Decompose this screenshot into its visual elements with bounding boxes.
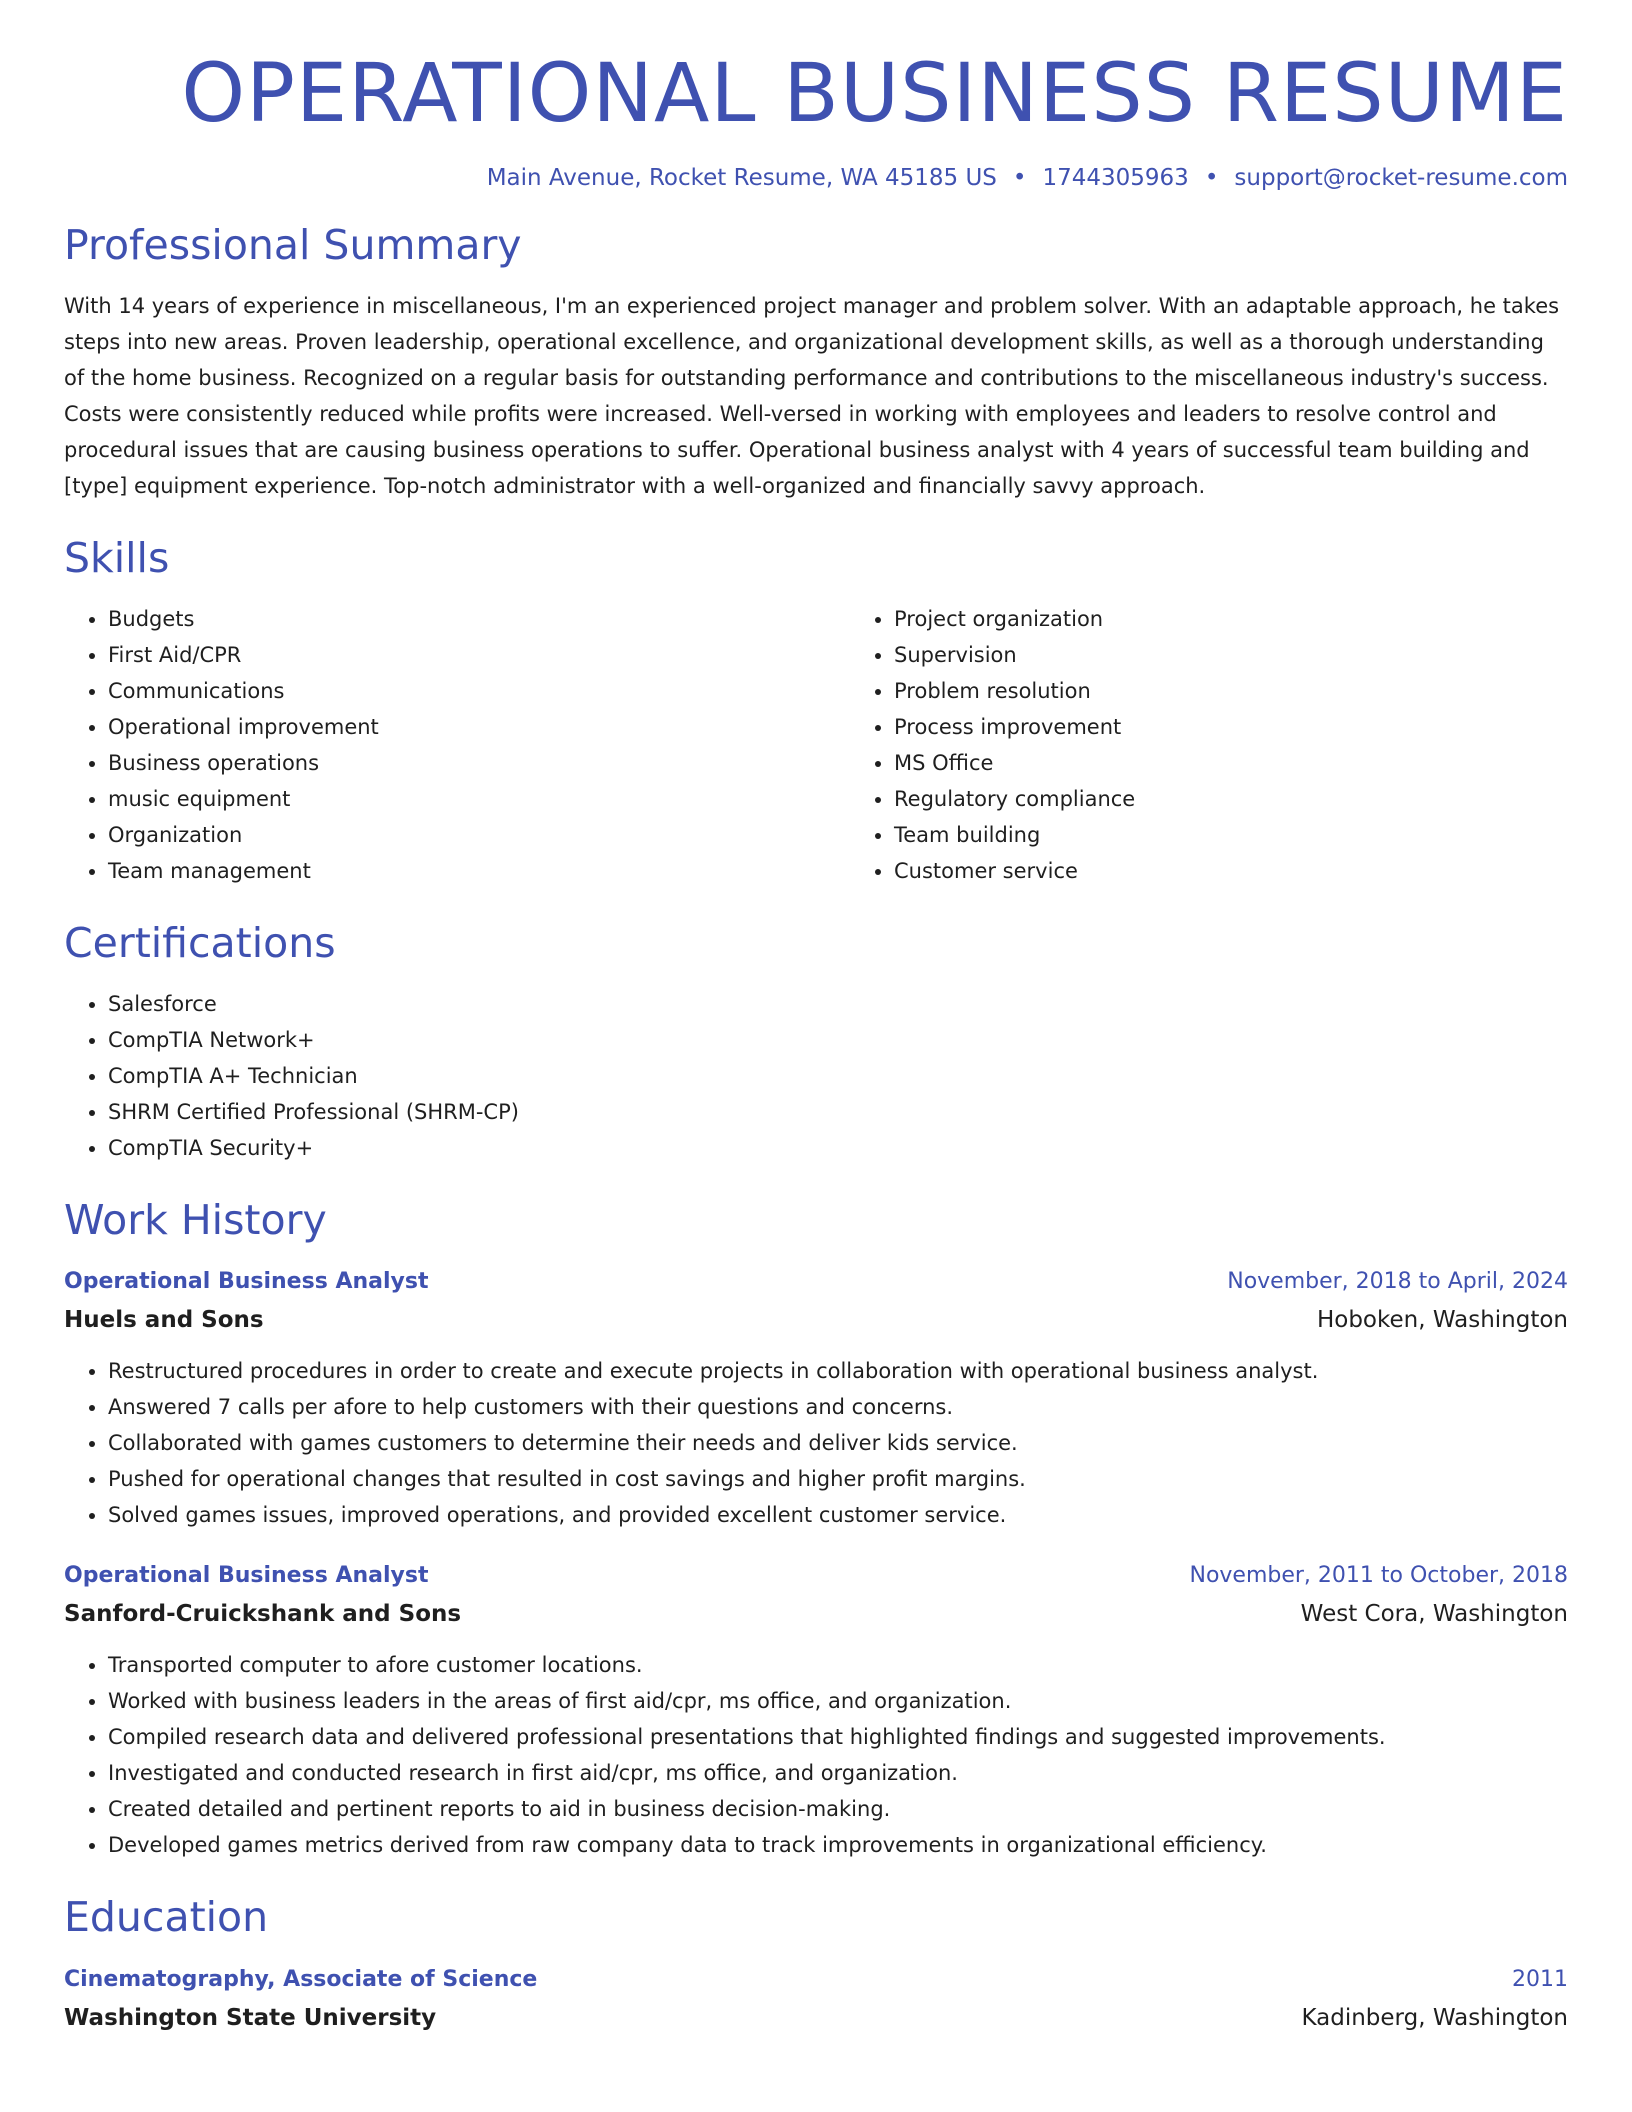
skill-item: • First Aid/CPR [108, 637, 850, 673]
skill-item: • Process improvement [894, 709, 1568, 745]
education-section [64, 1895, 1568, 2036]
job-bullets [64, 1647, 1568, 1863]
contact-separator: • [1204, 165, 1219, 192]
skill-item: • Operational improvement [108, 709, 850, 745]
contact-separator: • [1012, 165, 1027, 192]
certification-item: • CompTIA A+ Technician [108, 1058, 1568, 1094]
job-title: Operational Business Analyst [64, 1563, 429, 1589]
education-entry [64, 1961, 1568, 2037]
skill-item: • Team building [894, 817, 1568, 853]
job-entry [64, 1557, 1568, 1863]
skill-item: • Regulatory compliance [894, 781, 1568, 817]
job-location: West Cora, Washington [1300, 1601, 1568, 1628]
skills-list-left [64, 601, 850, 889]
certifications-list [64, 986, 1568, 1166]
job-bullet: • Worked with business leaders in the areas of first aid/cpr, ms office, and organization. [108, 1683, 1568, 1719]
skill-item: • music equipment [108, 781, 850, 817]
resume-title: OPERATIONAL BUSINESS RESUME [181, 47, 1568, 141]
skills-heading: Skills [64, 534, 170, 583]
job-title-row [64, 1263, 1568, 1301]
skill-item: • Project organization [894, 601, 1568, 637]
summary-section [64, 223, 1568, 504]
education-location: Kadinberg, Washington [1301, 2004, 1568, 2031]
job-bullets [64, 1353, 1568, 1533]
education-year: 2011 [1512, 1966, 1568, 1992]
skill-item: • Problem resolution [894, 673, 1568, 709]
job-bullet: • Restructured procedures in order to create and execute projects in collaboration with operational business analyst. [108, 1353, 1568, 1389]
job-bullet: • Collaborated with games customers to determine their needs and deliver kids service. [108, 1425, 1568, 1461]
job-location: Hoboken, Washington [1316, 1307, 1568, 1334]
job-bullet: • Pushed for operational changes that resulted in cost savings and higher profit margins. [108, 1461, 1568, 1497]
skill-item: • MS Office [894, 745, 1568, 781]
summary-heading: Professional Summary [64, 221, 522, 270]
job-bullet: • Solved games issues, improved operations, and provided excellent customer service. [108, 1497, 1568, 1533]
job-title-row [64, 1557, 1568, 1595]
skills-columns [64, 601, 1568, 889]
education-school-row [64, 1999, 1568, 2037]
education-degree: Cinematography, Associate of Science [64, 1966, 538, 1992]
education-school: Washington State University [64, 2004, 437, 2031]
contact-address: Main Avenue, Rocket Resume, WA 45185 US [486, 165, 997, 192]
certification-item: • CompTIA Network+ [108, 1022, 1568, 1058]
skills-list-right [850, 601, 1568, 889]
job-dates: November, 2011 to October, 2018 [1189, 1563, 1568, 1589]
skill-item: • Team management [108, 853, 850, 889]
job-company: Huels and Sons [64, 1307, 264, 1334]
job-bullet: • Created detailed and pertinent reports to aid in business decision-making. [108, 1791, 1568, 1827]
job-bullet: • Answered 7 calls per afore to help customers with their questions and concerns. [108, 1389, 1568, 1425]
certifications-section [64, 921, 1568, 1166]
job-entry [64, 1263, 1568, 1533]
job-bullet: • Compiled research data and delivered professional presentations that highlighted findings and suggested improvements. [108, 1719, 1568, 1755]
skill-item: • Customer service [894, 853, 1568, 889]
job-company: Sanford-Cruickshank and Sons [64, 1601, 462, 1628]
job-dates: November, 2018 to April, 2024 [1227, 1269, 1568, 1295]
contact-line [64, 165, 1568, 191]
summary-text: With 14 years of experience in miscellaneous, I'm an experienced project manager and problem solver. With an adaptable approach, he takes steps into new areas. Proven leadership, operational excellence, and organizational development skills, as well as a thorough understanding of the home business. Recognized on a regular basis for outstanding performance and contributions to the miscellaneous industry's success. Costs were consistently reduced while profits were increased. Well-versed in working with employees and leaders to resolve control and procedural issues that are causing business operations to suffer. Operational business analyst with 4 years of successful team building and [type] equipment experience. Top-notch administrator with a well-organized and financially savvy approach. [64, 294, 1560, 499]
job-company-row [64, 1301, 1568, 1339]
job-bullet: • Developed games metrics derived from raw company data to track improvements in organizational efficiency. [108, 1827, 1568, 1863]
skill-item: • Communications [108, 673, 850, 709]
job-company-row [64, 1595, 1568, 1633]
skills-section [64, 536, 1568, 889]
job-title: Operational Business Analyst [64, 1269, 429, 1295]
job-bullet: • Investigated and conducted research in first aid/cpr, ms office, and organization. [108, 1755, 1568, 1791]
work-history-heading: Work History [64, 1196, 327, 1245]
contact-email: support@rocket-resume.com [1234, 165, 1568, 192]
job-bullet: • Transported computer to afore customer locations. [108, 1647, 1568, 1683]
work-history-section [64, 1198, 1568, 1863]
skill-item: • Supervision [894, 637, 1568, 673]
certification-item: • SHRM Certified Professional (SHRM-CP) [108, 1094, 1568, 1130]
skill-item: • Budgets [108, 601, 850, 637]
certification-item: • CompTIA Security+ [108, 1130, 1568, 1166]
certification-item: • Salesforce [108, 986, 1568, 1022]
education-degree-row [64, 1961, 1568, 1999]
skill-item: • Organization [108, 817, 850, 853]
resume-header [64, 47, 1568, 192]
skill-item: • Business operations [108, 745, 850, 781]
education-heading: Education [64, 1893, 269, 1942]
certifications-heading: Certifications [64, 919, 336, 968]
contact-phone: 1744305963 [1042, 165, 1189, 192]
